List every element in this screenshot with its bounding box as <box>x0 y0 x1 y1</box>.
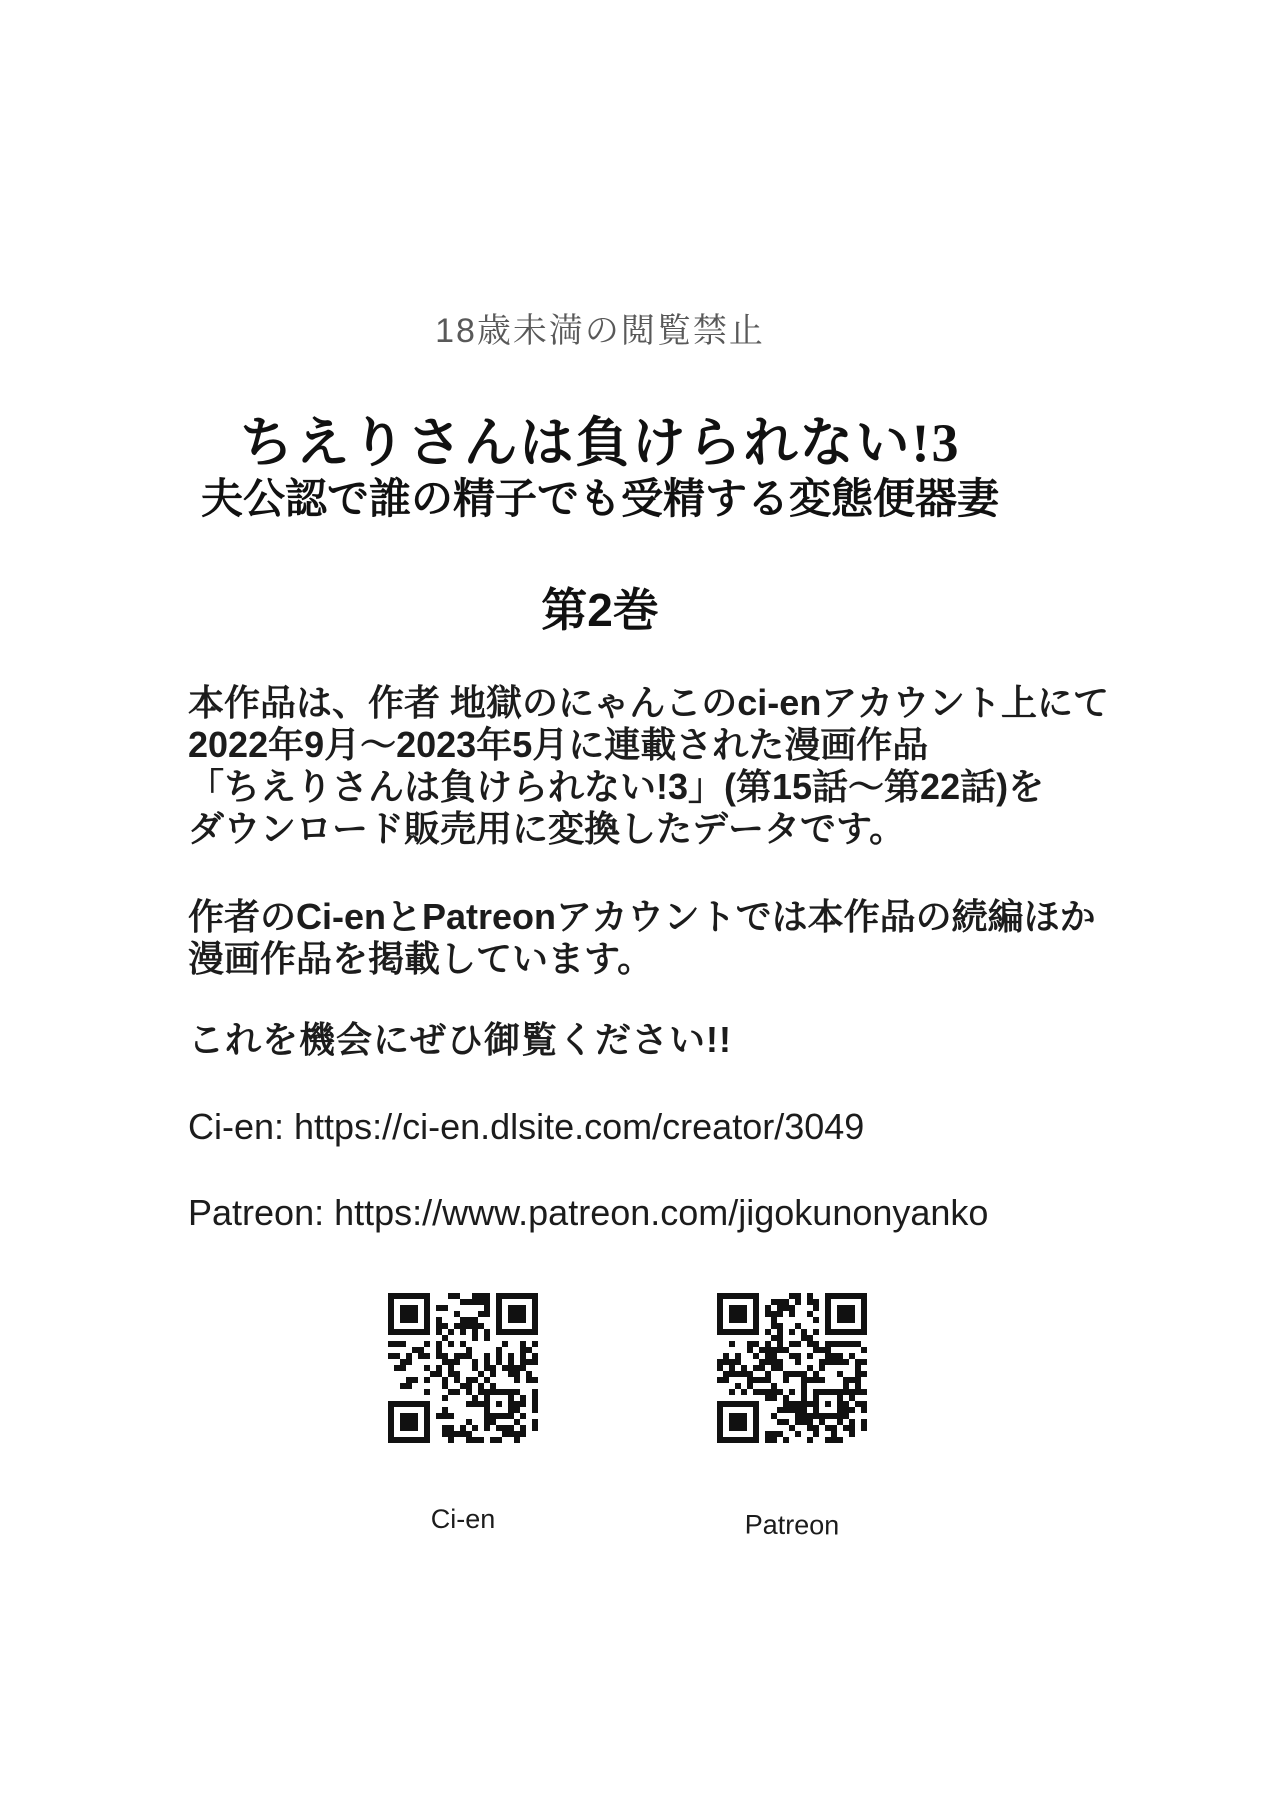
call-to-action-text: これを機会にぜひ御覧ください!! <box>188 1019 732 1060</box>
patreon-qr-code <box>717 1293 867 1443</box>
description-paragraph <box>188 682 1108 850</box>
patreon-url-text: Patreon: https://www.patreon.com/jigokunonyanko <box>188 1192 989 1233</box>
ci-en-qr-label: Ci-en <box>430 1504 496 1534</box>
description-line: 2022年9月〜2023年5月に連載された漫画作品 <box>188 724 929 765</box>
description-line: ダウンロード販売用に変換したデータです。 <box>188 808 906 849</box>
patreon-qr-label: Patreon <box>744 1509 840 1541</box>
description-line: 本作品は、作者 地獄のにゃんこのci-enアカウント上にて <box>188 682 1109 723</box>
description-line: 「ちえりさんは負けられない!3」(第15話〜第22話)を <box>188 766 1045 807</box>
page-title: ちえりさんは負けられない!3 <box>239 413 961 473</box>
ci-en-qr-code <box>388 1293 538 1443</box>
promo-line: 漫画作品を掲載しています。 <box>188 938 654 979</box>
page-subtitle: 夫公認で誰の精子でも受精する変態便器妻 <box>200 475 999 522</box>
promo-line: 作者のCi-enとPatreonアカウントでは本作品の続編ほか <box>188 896 1096 937</box>
promo-paragraph <box>188 896 1108 980</box>
volume-label: 第2巻 <box>541 584 659 636</box>
age-warning-text: 18歳未満の閲覧禁止 <box>435 312 765 350</box>
ci-en-url-text: Ci-en: https://ci-en.dlsite.com/creator/3049 <box>188 1106 865 1147</box>
